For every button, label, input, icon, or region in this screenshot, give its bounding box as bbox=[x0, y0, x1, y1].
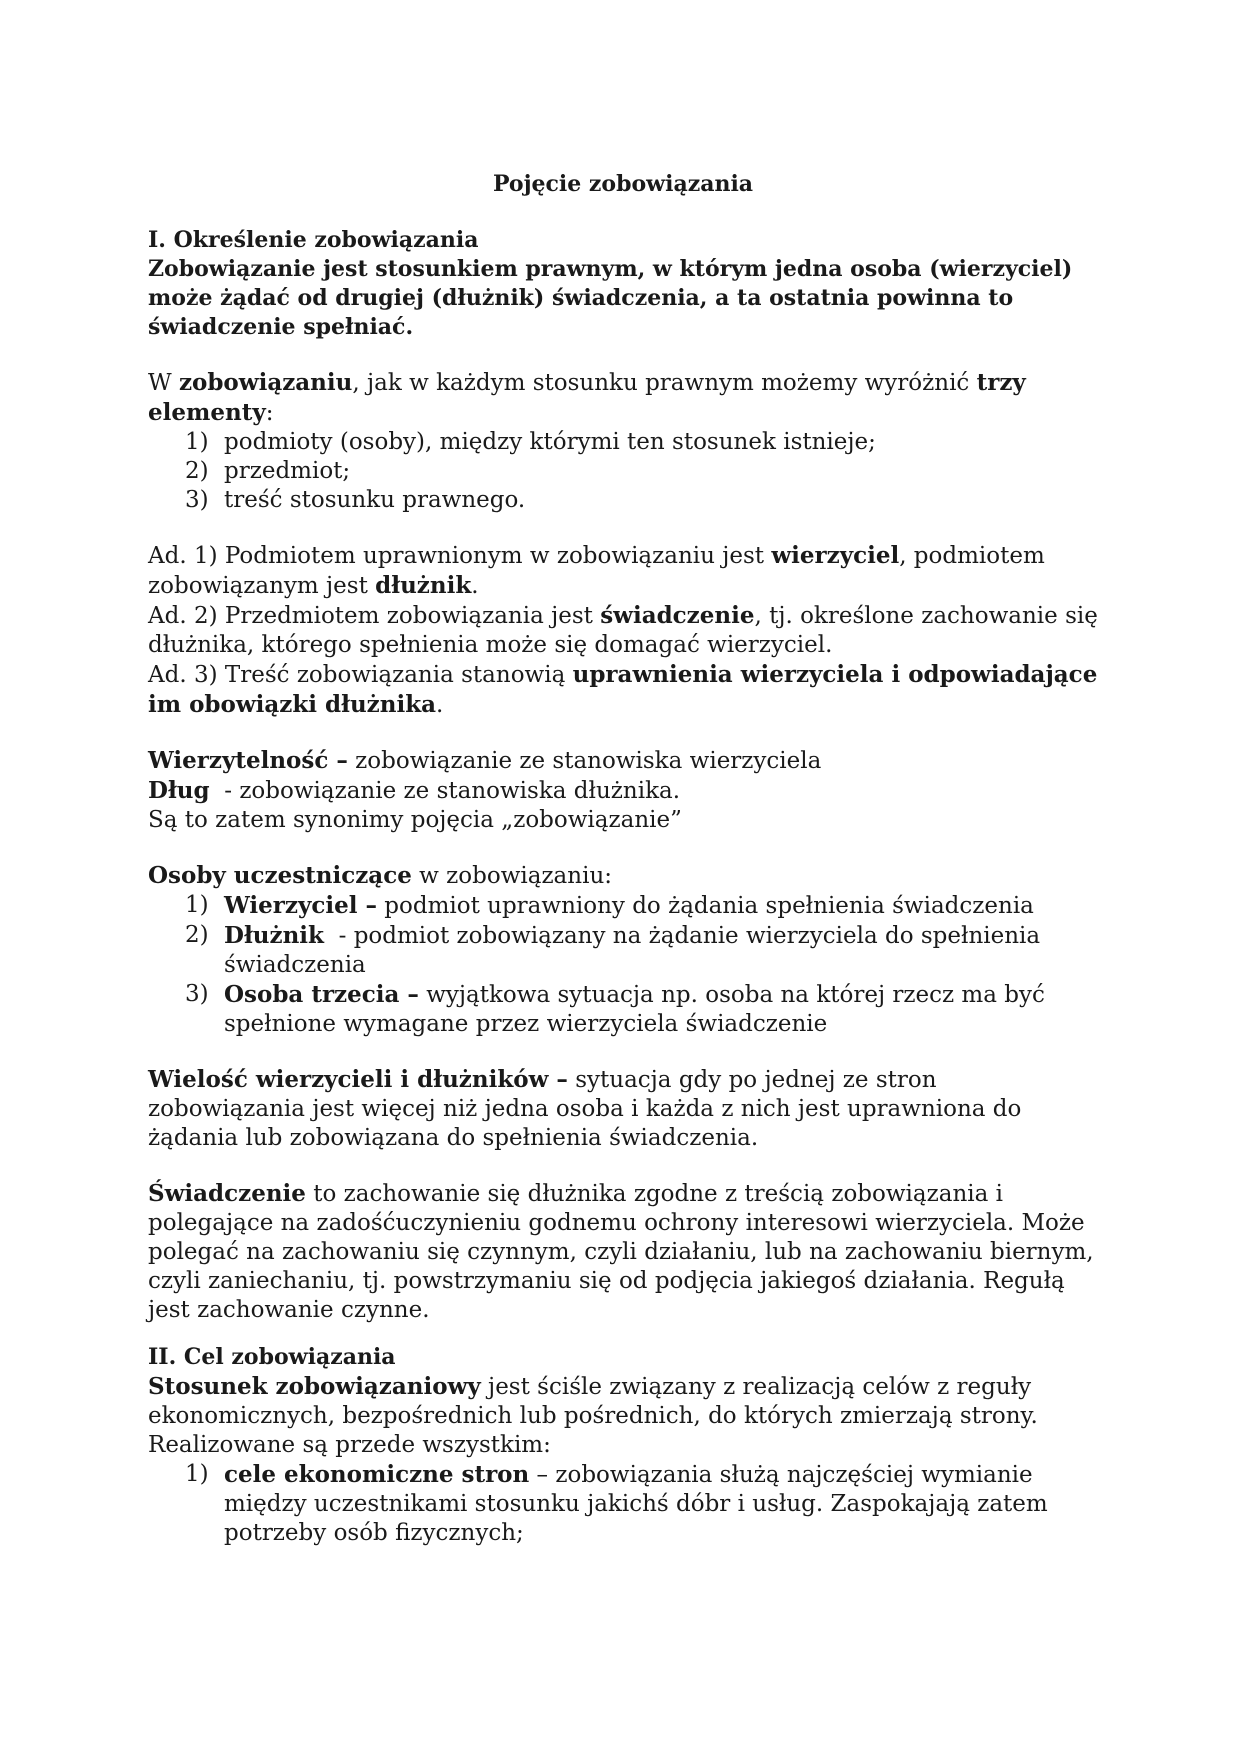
text-run: to zachowanie się dłużnika zgodne z treścią zobowiązania i polegające na zadośćuczynieniu godnemu ochrony interesowi wierzyciela. Może polegać na zachowaniu się czynnym, czyli działaniu, lub na zachowaniu biernym, czyli zaniechaniu, tj. powstrzymaniu się od podjęcia jakiegoś działania. Regułą jest zachowanie czynne. bbox=[148, 1181, 1094, 1323]
text-run: - zobowiązanie ze stanowiska dłużnika. bbox=[209, 778, 681, 804]
elements-intro-paragraph bbox=[148, 368, 1098, 428]
text-run: zobowiązanie ze stanowiska wierzyciela bbox=[347, 748, 822, 774]
list-text: wyjątkowa sytuacja np. osoba na której rzecz ma być spełnione wymagane przez wierzyciela świadczenie bbox=[224, 982, 1045, 1037]
bold-term: Dłużnik bbox=[224, 922, 324, 949]
ad1-paragraph bbox=[148, 541, 1098, 601]
list-text: treść stosunku prawnego. bbox=[224, 487, 526, 513]
list-item bbox=[148, 486, 1098, 515]
document-title: Pojęcie zobowiązania bbox=[492, 171, 754, 197]
list-item bbox=[148, 428, 1098, 457]
osoby-intro-line bbox=[148, 861, 1098, 891]
list-text: podmiot uprawniony do żądania spełnienia świadczenia bbox=[376, 893, 1034, 919]
wielosc-paragraph bbox=[148, 1065, 1098, 1153]
ad3-paragraph bbox=[148, 660, 1098, 720]
text-run: . bbox=[471, 573, 479, 599]
section-heading-1: I. Określenie zobowiązania bbox=[148, 227, 479, 253]
wierzytelnosc-line bbox=[148, 746, 1098, 776]
list-item bbox=[148, 980, 1098, 1039]
list-number: 3) bbox=[185, 981, 209, 1007]
text-run: W bbox=[148, 370, 179, 396]
list-text: - podmiot zobowiązany na żądanie wierzyciela do spełnienia świadczenia bbox=[224, 923, 1048, 978]
bold-term: świadczenie bbox=[600, 602, 755, 629]
list-number: 2) bbox=[185, 458, 209, 484]
dlug-line bbox=[148, 776, 1098, 806]
text-run: jest ściśle związany z realizacją celów z reguły ekonomicznych, bezpośrednich lub pośrednich, do których zmierzają strony. Realizowane są przede wszystkim: bbox=[148, 1374, 1038, 1458]
list-text: podmioty (osoby), między którymi ten stosunek istnieje; bbox=[224, 429, 876, 455]
bold-term: wierzyciel bbox=[771, 542, 900, 569]
list-number: 1) bbox=[185, 1461, 209, 1487]
text-run: , podmiotem zobowiązanym jest bbox=[148, 543, 1045, 599]
text-run: Ad. 3) Treść zobowiązania stanowią bbox=[148, 662, 573, 688]
bold-term: Wielość wierzycieli i dłużników – bbox=[148, 1066, 568, 1093]
ad2-paragraph bbox=[148, 601, 1098, 660]
bold-term: Wierzyciel – bbox=[224, 892, 377, 919]
text-run: , tj. określone zachowanie się dłużnika, którego spełnienia może się domagać wierzyciel. bbox=[148, 603, 1098, 658]
text-run: Ad. 2) Przedmiotem zobowiązania jest bbox=[148, 603, 601, 629]
bold-term: cele ekonomiczne stron bbox=[224, 1461, 530, 1488]
text-run: , jak w każdym stosunku prawnym możemy wyróżnić bbox=[352, 370, 977, 396]
synonimy-line: Są to zatem synonimy pojęcia „zobowiązanie” bbox=[148, 807, 682, 833]
bold-term: Dług bbox=[148, 777, 210, 804]
swiadczenie-paragraph bbox=[148, 1179, 1098, 1325]
text-run: w zobowiązaniu: bbox=[411, 863, 613, 889]
list-item bbox=[148, 921, 1098, 980]
list-number: 3) bbox=[185, 487, 209, 513]
list-item bbox=[148, 1460, 1098, 1548]
list-number: 2) bbox=[185, 922, 209, 948]
list-number: 1) bbox=[185, 429, 209, 455]
text-run: sytuacja gdy po jednej ze stron zobowiązania jest więcej niż jedna osoba i każda z nich jest uprawniona do żądania lub zobowiązana do spełnienia świadczenia. bbox=[148, 1067, 1022, 1151]
list-text: – zobowiązania służą najczęściej wymianie między uczestnikami stosunku jakichś dóbr i usług. Zaspokajają zatem potrzeby osób fizycznych; bbox=[224, 1462, 1048, 1546]
cel-intro-paragraph bbox=[148, 1372, 1098, 1460]
list-number: 1) bbox=[185, 892, 209, 918]
document-page bbox=[148, 170, 1098, 1548]
bold-term: Osoby uczestniczące bbox=[148, 862, 412, 889]
list-item bbox=[148, 891, 1098, 921]
bold-term: zobowiązaniu bbox=[178, 369, 353, 396]
bold-term: Osoba trzecia – bbox=[224, 981, 419, 1008]
bold-term: Wierzytelność – bbox=[148, 747, 348, 774]
bold-term: uprawnienia wierzyciela i odpowiadające im obowiązki dłużnika bbox=[148, 661, 1098, 718]
bold-term: Świadczenie bbox=[148, 1180, 306, 1207]
text-run: . bbox=[436, 692, 444, 718]
bold-term: dłużnik bbox=[375, 572, 472, 599]
osoby-list bbox=[148, 891, 1098, 1039]
section-heading-2: II. Cel zobowiązania bbox=[148, 1344, 396, 1370]
list-text: przedmiot; bbox=[224, 458, 351, 484]
elements-list bbox=[148, 428, 1098, 515]
bold-term: trzy elementy bbox=[148, 369, 1026, 426]
text-run: : bbox=[265, 400, 274, 426]
text-run: Ad. 1) Podmiotem uprawnionym w zobowiązaniu jest bbox=[148, 543, 772, 569]
cele-list bbox=[148, 1460, 1098, 1548]
definition-paragraph: Zobowiązanie jest stosunkiem prawnym, w którym jedna osoba (wierzyciel) może żądać od drugiej (dłużnik) świadczenia, a ta ostatnia powinna to świadczenie spełniać. bbox=[148, 256, 1073, 340]
bold-term: Stosunek zobowiązaniowy bbox=[148, 1373, 481, 1400]
list-item bbox=[148, 457, 1098, 486]
